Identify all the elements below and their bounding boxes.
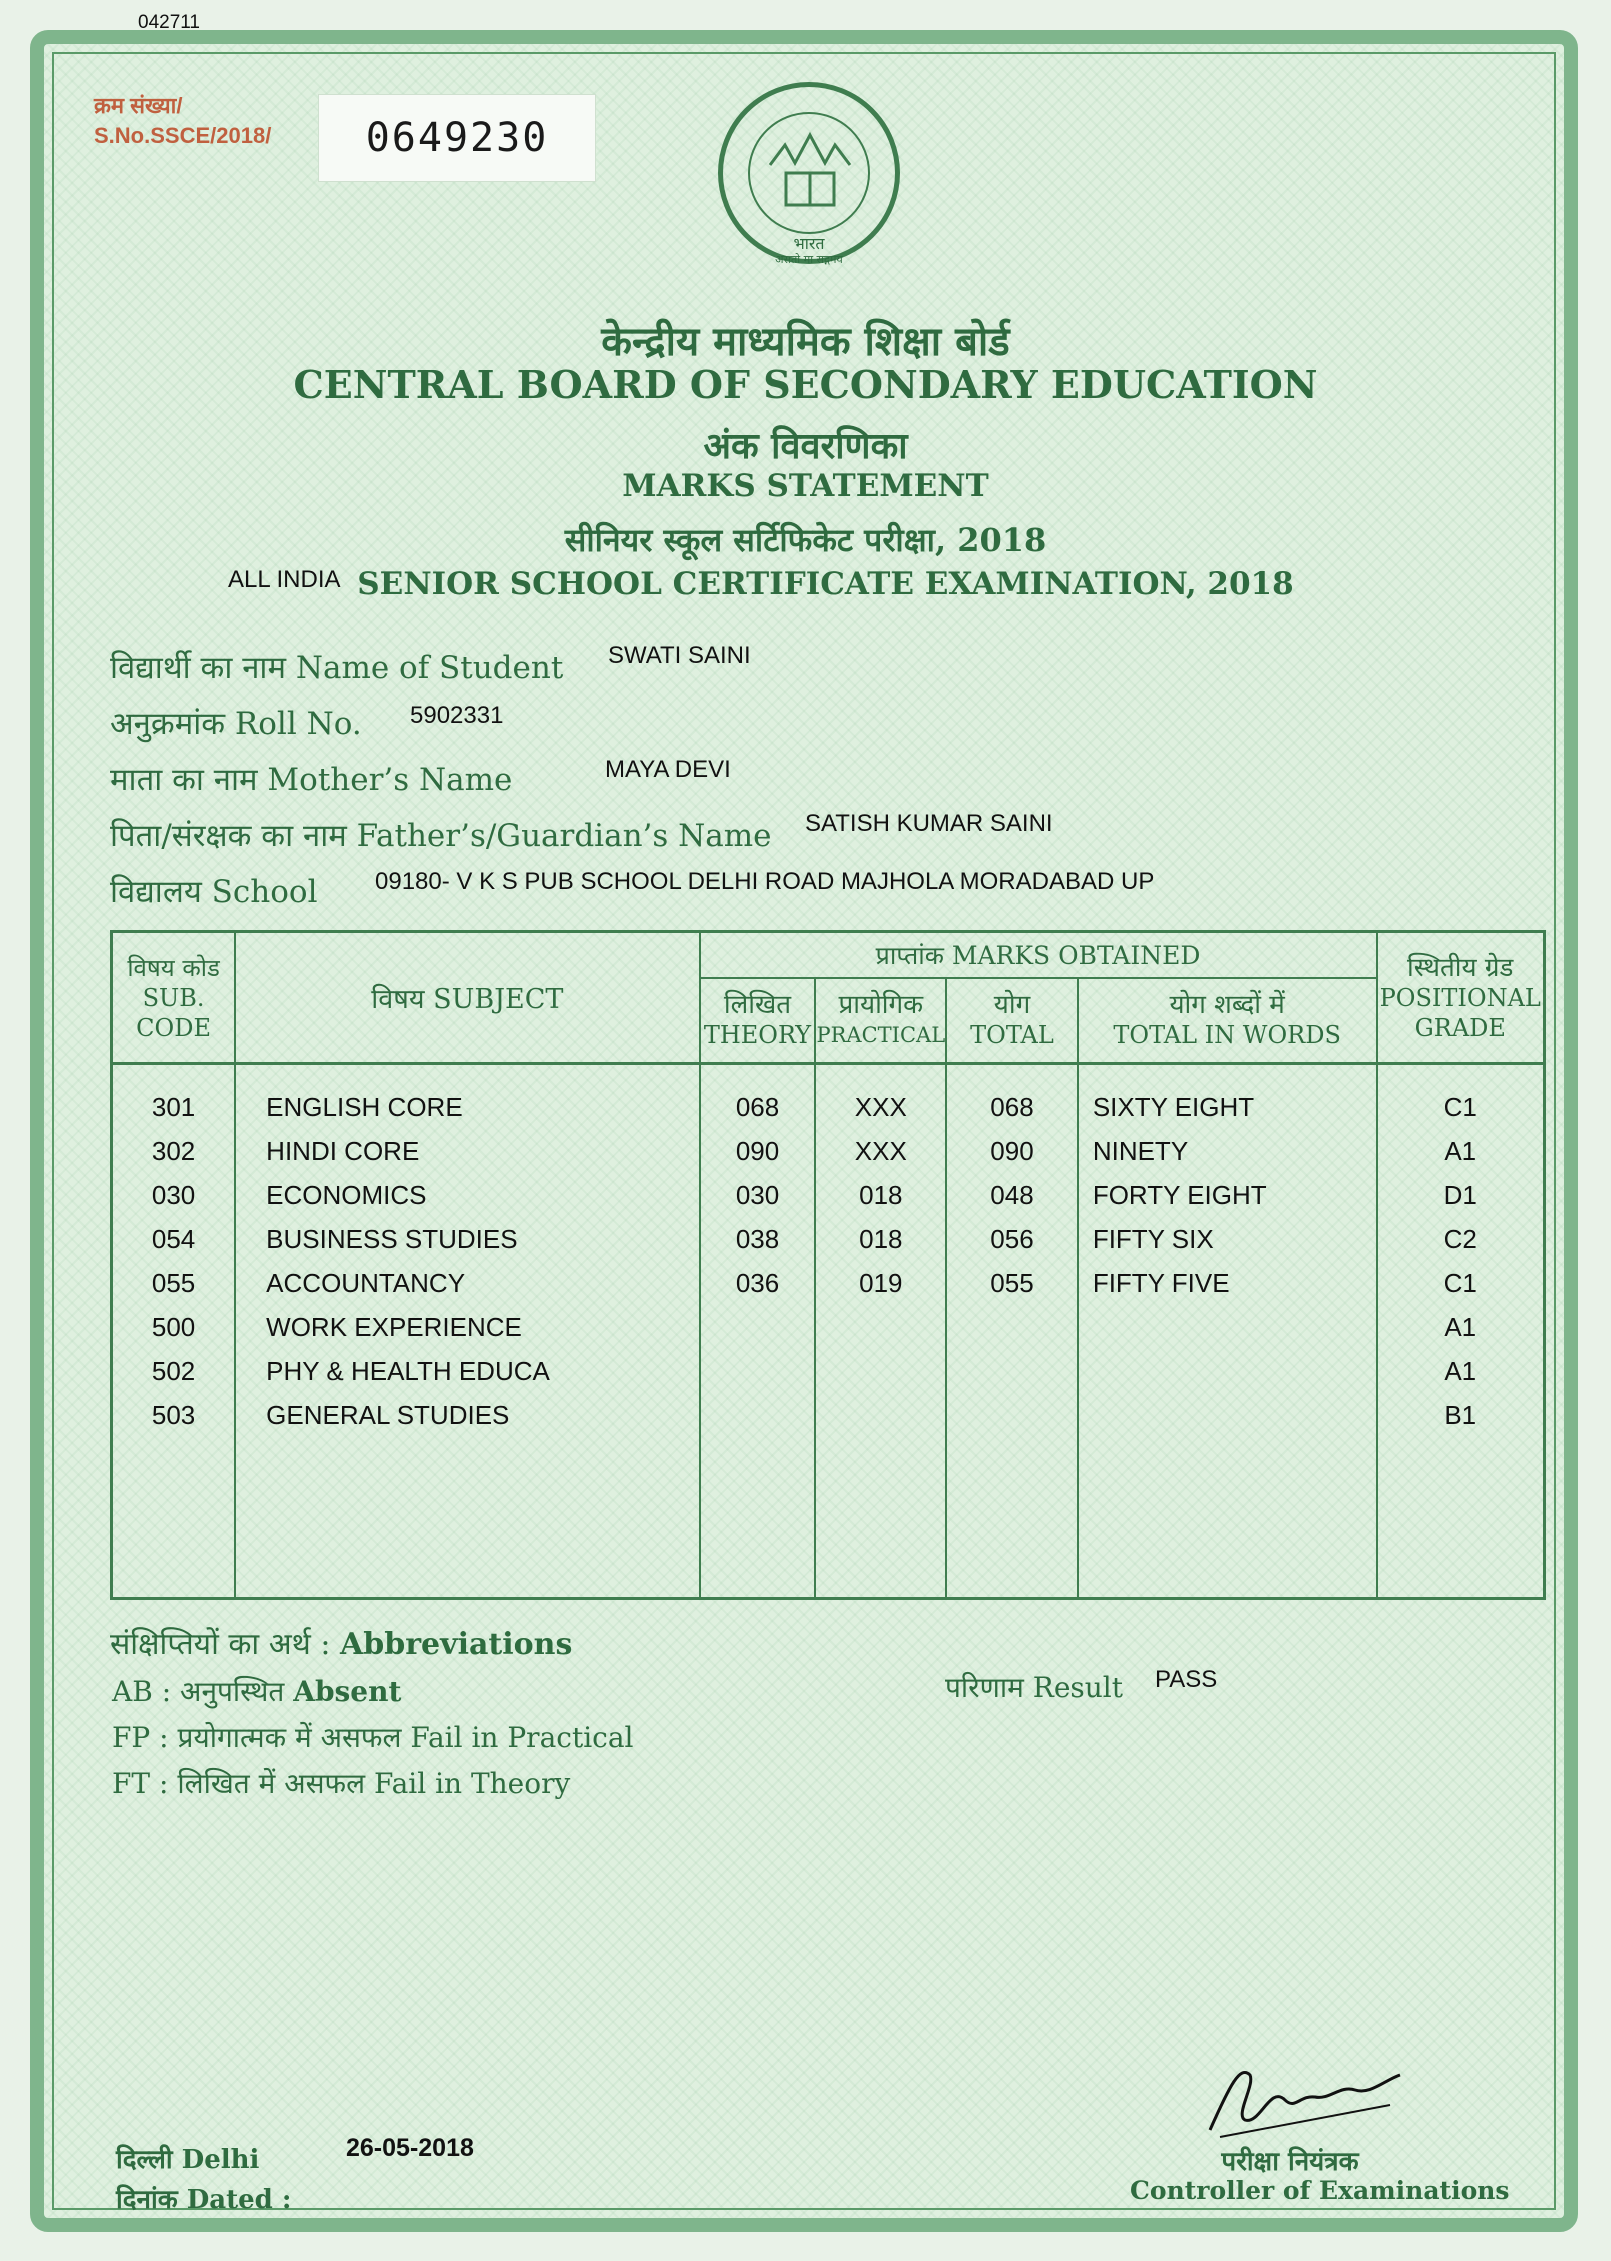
column-positional-grade bbox=[1377, 1064, 1545, 1599]
place-label: दिल्ली Delhi bbox=[116, 2145, 260, 2175]
row-words-cell bbox=[1093, 1349, 1376, 1393]
abbreviation-hi: प्रयोगात्मक में असफल bbox=[177, 1721, 402, 1754]
row-total-cell: 055 bbox=[990, 1268, 1034, 1298]
row-words-cell bbox=[1093, 1305, 1376, 1349]
serial-label-hi: क्रम संख्या/ bbox=[94, 93, 183, 118]
row-total-cell bbox=[947, 1305, 1077, 1349]
serial-label-en: S.No.SSCE/2018/ bbox=[94, 123, 272, 148]
abbreviations-title bbox=[110, 1622, 572, 1663]
header-total-en: TOTAL bbox=[970, 1021, 1054, 1050]
header-sub-code-2: CODE bbox=[136, 1013, 211, 1042]
row-theory-cell: 038 bbox=[735, 1224, 780, 1254]
header-total bbox=[946, 978, 1078, 1064]
header-subject-en: SUBJECT bbox=[433, 984, 564, 1015]
mother-name-label: माता का नाम Mother’s Name bbox=[110, 762, 513, 798]
row-words-cell: SIXTY EIGHT bbox=[1092, 1092, 1255, 1122]
row-code-cell: 301 bbox=[151, 1092, 196, 1122]
row-practical-cell bbox=[816, 1393, 945, 1437]
abbreviation-en: Fail in Theory bbox=[374, 1767, 571, 1800]
column-total bbox=[946, 1064, 1078, 1599]
column-theory bbox=[700, 1064, 816, 1599]
row-code-cell: 030 bbox=[151, 1180, 196, 1210]
row-subject-cell: ENGLISH CORE bbox=[266, 1092, 463, 1122]
row-subject-cell: ACCOUNTANCY bbox=[266, 1268, 466, 1298]
lamp-book-icon bbox=[760, 125, 860, 215]
statement-title-en: MARKS STATEMENT bbox=[622, 468, 989, 504]
header-grade-hi: स्थितीय ग्रेड bbox=[1407, 952, 1514, 983]
row-total-cell: 090 bbox=[990, 1136, 1034, 1166]
school-label: विद्यालय School bbox=[110, 874, 318, 910]
row-words-cell: FIFTY FIVE bbox=[1092, 1268, 1230, 1298]
header-grade-2: GRADE bbox=[1414, 1013, 1506, 1042]
row-practical-cell bbox=[816, 1305, 945, 1349]
row-grade-cell: C1 bbox=[1443, 1268, 1477, 1298]
abbreviation-en: Fail in Practical bbox=[410, 1721, 634, 1754]
result-label: परिणाम Result bbox=[945, 1671, 1124, 1704]
row-practical-cell: XXX bbox=[854, 1092, 907, 1122]
header-marks-hi: प्राप्तांक bbox=[875, 940, 944, 970]
header-sub-code-1: SUB. bbox=[142, 983, 205, 1012]
header-subject bbox=[235, 932, 699, 1064]
roll-no-label: अनुक्रमांक Roll No. bbox=[110, 706, 362, 742]
row-subject-cell: HINDI CORE bbox=[266, 1136, 420, 1166]
dated-label: दिनांक Dated : bbox=[116, 2185, 292, 2215]
row-words-cell: NINETY bbox=[1092, 1136, 1189, 1166]
header-practical-hi: प्रायोगिक bbox=[838, 990, 924, 1021]
school-name: 09180- V K S PUB SCHOOL DELHI ROAD MAJHOLA MORADABAD UP bbox=[375, 868, 1155, 895]
row-theory-cell: 036 bbox=[735, 1268, 780, 1298]
row-practical-cell: 018 bbox=[859, 1180, 903, 1210]
marks-table bbox=[110, 930, 1546, 1600]
header-theory-en: THEORY bbox=[703, 1021, 812, 1050]
row-subject-cell: BUSINESS STUDIES bbox=[266, 1224, 518, 1254]
serial-number: 0649230 bbox=[318, 94, 596, 182]
board-name-hi: केन्द्रीय माध्यमिक शिक्षा बोर्ड bbox=[601, 318, 1010, 365]
row-theory-cell: 090 bbox=[735, 1136, 780, 1166]
row-code-cell: 503 bbox=[151, 1400, 196, 1430]
seal-country: भारत bbox=[793, 234, 825, 253]
row-grade-cell: A1 bbox=[1444, 1136, 1477, 1166]
row-grade-cell: A1 bbox=[1444, 1312, 1477, 1342]
student-name-label: विद्यार्थी का नाम Name of Student bbox=[110, 650, 564, 686]
exam-title-en: SENIOR SCHOOL CERTIFICATE EXAMINATION, 2018 bbox=[357, 566, 1294, 602]
header-words-en: TOTAL IN WORDS bbox=[1113, 1021, 1341, 1050]
header-total-hi: योग bbox=[993, 990, 1031, 1021]
abbreviation-item bbox=[112, 1718, 633, 1756]
row-subject-cell: WORK EXPERIENCE bbox=[266, 1312, 522, 1342]
row-code-cell: 055 bbox=[151, 1268, 196, 1298]
board-name-en: CENTRAL BOARD OF SECONDARY EDUCATION bbox=[293, 362, 1318, 407]
abbreviation-code: FP : bbox=[112, 1721, 169, 1754]
region-label: ALL INDIA bbox=[228, 566, 341, 593]
row-theory-cell bbox=[701, 1349, 815, 1393]
statement-title-hi: अंक विवरणिका bbox=[703, 425, 908, 467]
abbreviation-code: AB : bbox=[112, 1675, 172, 1708]
row-theory-cell: 068 bbox=[735, 1092, 780, 1122]
row-theory-cell: 030 bbox=[735, 1180, 780, 1210]
row-grade-cell: B1 bbox=[1444, 1400, 1477, 1430]
header-total-in-words bbox=[1078, 978, 1377, 1064]
header-practical bbox=[815, 978, 946, 1064]
abbreviations-title-en: Abbreviations bbox=[340, 1627, 573, 1662]
row-code-cell: 500 bbox=[151, 1312, 196, 1342]
header-sub-code-hi: विषय कोड bbox=[127, 953, 220, 982]
abbreviation-hi: लिखित में असफल bbox=[177, 1767, 366, 1800]
header-marks-en: MARKS OBTAINED bbox=[951, 940, 1201, 970]
row-practical-cell: XXX bbox=[854, 1136, 907, 1166]
row-theory-cell bbox=[701, 1393, 815, 1437]
document-code: 042711 bbox=[138, 12, 200, 33]
row-total-cell: 056 bbox=[990, 1224, 1034, 1254]
father-name: SATISH KUMAR SAINI bbox=[805, 810, 1053, 837]
row-code-cell: 302 bbox=[151, 1136, 196, 1166]
header-subject-hi: विषय bbox=[371, 984, 425, 1015]
header-sub-code bbox=[112, 932, 236, 1064]
column-sub-code bbox=[112, 1064, 236, 1599]
row-practical-cell: 019 bbox=[859, 1268, 903, 1298]
header-practical-en: PRACTICAL bbox=[816, 1023, 946, 1048]
issue-date: 26-05-2018 bbox=[346, 2134, 474, 2162]
header-theory-hi: लिखित bbox=[723, 990, 792, 1021]
mother-name: MAYA DEVI bbox=[605, 756, 731, 783]
roll-no: 5902331 bbox=[410, 702, 504, 729]
result-value: PASS bbox=[1155, 1666, 1218, 1693]
row-words-cell: FORTY EIGHT bbox=[1092, 1180, 1267, 1210]
header-positional-grade bbox=[1377, 932, 1545, 1064]
seal-motto: असतो मा सद्गमय bbox=[775, 253, 843, 266]
abbreviation-item bbox=[112, 1672, 401, 1710]
row-grade-cell: C2 bbox=[1443, 1224, 1477, 1254]
student-name: SWATI SAINI bbox=[608, 642, 751, 669]
header-words-hi: योग शब्दों में bbox=[1169, 990, 1285, 1021]
exam-title-hi: सीनियर स्कूल सर्टिफिकेट परीक्षा, 2018 bbox=[564, 521, 1047, 559]
row-subject-cell: GENERAL STUDIES bbox=[266, 1400, 510, 1430]
column-total-in-words bbox=[1078, 1064, 1377, 1599]
row-subject-cell: PHY & HEALTH EDUCA bbox=[266, 1356, 550, 1386]
row-grade-cell: D1 bbox=[1443, 1180, 1477, 1210]
abbreviation-item bbox=[112, 1764, 570, 1802]
controller-signature-icon bbox=[1190, 2045, 1410, 2145]
abbreviation-code: FT : bbox=[112, 1767, 169, 1800]
abbreviations-title-hi: संक्षिप्तियों का अर्थ : bbox=[110, 1627, 331, 1662]
column-practical bbox=[815, 1064, 946, 1599]
header-marks-obtained bbox=[700, 932, 1377, 978]
row-total-cell bbox=[947, 1349, 1077, 1393]
row-code-cell: 502 bbox=[151, 1356, 196, 1386]
row-total-cell bbox=[947, 1393, 1077, 1437]
row-grade-cell: C1 bbox=[1443, 1092, 1477, 1122]
abbreviation-en: Absent bbox=[293, 1675, 402, 1708]
header-theory bbox=[700, 978, 816, 1064]
father-name-label: पिता/संरक्षक का नाम Father’s/Guardian’s Name bbox=[110, 818, 772, 854]
row-subject-cell: ECONOMICS bbox=[266, 1180, 427, 1210]
header-grade-1: POSITIONAL bbox=[1379, 983, 1541, 1012]
row-grade-cell: A1 bbox=[1444, 1356, 1477, 1386]
controller-title-en: Controller of Examinations bbox=[1130, 2176, 1510, 2205]
row-total-cell: 068 bbox=[990, 1092, 1034, 1122]
column-subject bbox=[235, 1064, 699, 1599]
row-practical-cell bbox=[816, 1349, 945, 1393]
controller-title-hi: परीक्षा नियंत्रक bbox=[1221, 2147, 1359, 2177]
row-theory-cell bbox=[701, 1305, 815, 1349]
row-total-cell: 048 bbox=[990, 1180, 1034, 1210]
row-words-cell bbox=[1093, 1393, 1376, 1437]
abbreviation-hi: अनुपस्थित bbox=[180, 1675, 285, 1708]
row-practical-cell: 018 bbox=[859, 1224, 903, 1254]
row-code-cell: 054 bbox=[151, 1224, 196, 1254]
row-words-cell: FIFTY SIX bbox=[1092, 1224, 1214, 1254]
